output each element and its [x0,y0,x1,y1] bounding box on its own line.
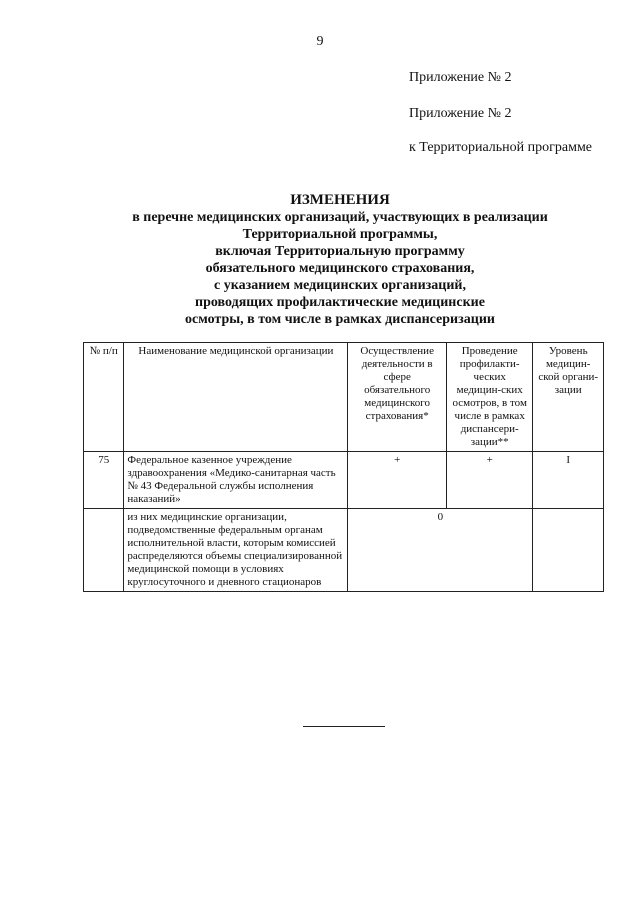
cell-merged-value: 0 [348,509,533,592]
title-line: в перечне медицинских организаций, участвующих в реализации [132,210,548,225]
header-organization-name: Наименование медицинской организации [124,343,348,452]
title-main: ИЗМЕНЕНИЯ [290,192,390,208]
header-organization-level: Уровень медицин-ской органи-зации [533,343,604,452]
title-line: проводящих профилактические медицинские [195,295,485,310]
cell-organization-name: Федеральное казенное учреждение здравоохранения «Медико-санитарная часть № 43 Федеральной службы исполнения наказаний» [124,452,348,509]
title-line: с указанием медицинских организаций, [214,278,466,293]
organizations-table [83,342,604,592]
appendix-line-1: Приложение № 2 [409,70,512,85]
table-row [84,509,604,592]
cell-organization-name: из них медицинские организации, подведомственные федеральным органам исполнительной власти, которым комиссией распределяются объемы специализированной медицинской помощи в условиях круглосуточного и дневного стационаров [124,509,348,592]
appendix-line-3: к Территориальной программе [409,140,593,155]
closing-rule [303,726,385,727]
table-header-row [84,343,604,452]
title-line: осмотры, в том числе в рамках диспансеризации [185,312,495,327]
cell-organization-level: I [533,452,604,509]
header-preventive-exams: Проведение профилакти-ческих медицин-ских осмотров, в том числе в рамках диспансери-зации** [446,343,533,452]
title-line: Территориальной программы, [242,227,438,242]
cell-oms-activity: + [348,452,447,509]
title-line: обязательного медицинского страхования, [205,261,475,276]
cell-preventive-exams: + [446,452,533,509]
cell-number [84,509,124,592]
appendix-line-2: Приложение № 2 [409,106,512,121]
page-number: 9 [316,34,324,49]
header-number: № п/п [84,343,124,452]
header-oms-activity: Осуществление деятельности в сфере обязательного медицинского страхования* [348,343,447,452]
table-row [84,452,604,509]
title-line: включая Территориальную программу [215,244,465,259]
cell-number: 75 [84,452,124,509]
cell-organization-level [533,509,604,592]
document-title [60,192,620,328]
